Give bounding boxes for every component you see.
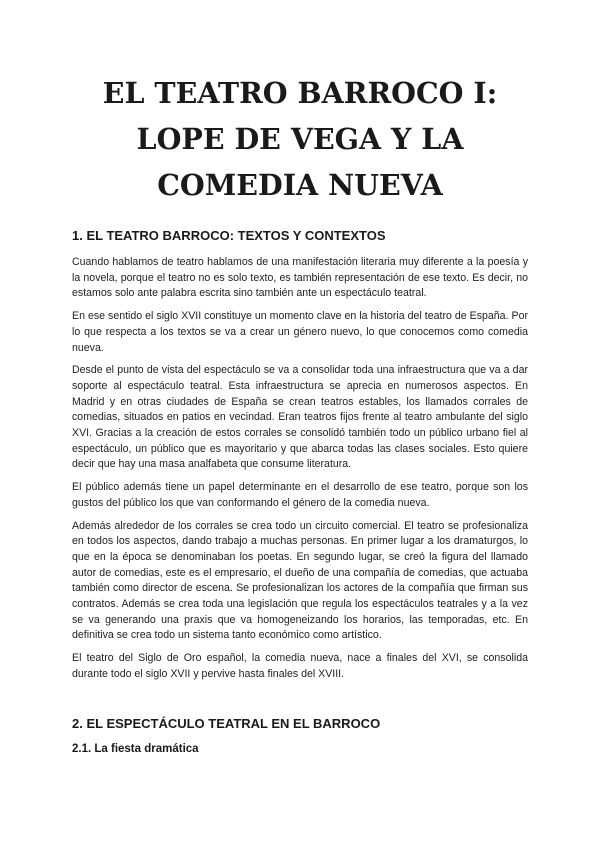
- title-line-3: COMEDIA NUEVA: [157, 168, 443, 202]
- paragraph-4: El público además tiene un papel determinante en el desarrollo de ese teatro, porque son los gustos del público los que van conformando el género de la comedia nueva.: [72, 481, 528, 509]
- section-1-heading: 1. EL TEATRO BARROCO: TEXTOS Y CONTEXTOS: [72, 228, 386, 243]
- subsection-2-1-heading: 2.1. La fiesta dramática: [72, 743, 199, 755]
- paragraph-2: En ese sentido el siglo XVII constituye un momento clave en la historia del teatro de España. Por lo que respecta a los textos se va a crear un género nuevo, lo que conocemos como comedia nueva.: [72, 310, 528, 354]
- section-1-body: [72, 255, 528, 690]
- paragraph-6: El teatro del Siglo de Oro español, la comedia nueva, nace a finales del XVI, se consolida durante todo el siglo XVII y pervive hasta finales del XVIII.: [72, 652, 528, 680]
- section-2-heading: 2. EL ESPECTÁCULO TEATRAL EN EL BARROCO: [72, 716, 381, 731]
- title-line-2: LOPE DE VEGA Y LA: [136, 122, 464, 156]
- paragraph-1: Cuando hablamos de teatro hablamos de una manifestación literaria muy diferente a la poesía y la novela, porque el teatro no es solo texto, es también representación de ese texto. Es decir, no estamos solo ante palabra escrita sino también ante un espectáculo teatral.: [72, 256, 528, 300]
- title-line-1: EL TEATRO BARROCO I:: [102, 76, 498, 110]
- document-title: [40, 70, 560, 208]
- paragraph-5: Además alrededor de los corrales se crea todo un circuito comercial. El teatro se profesionaliza en todos los aspectos, dando trabajo a muchas personas. En primer lugar a los dramaturgos, lo que en la época se denominaban los poetas. En segundo lugar, se creó la figura del llamado autor de comedias, este es el empresario, el dueño de una compañía de comedias, que actuaba también como director de escena. Se profesionalizan los actores de la compañía que firman sus contratos. Además se crea toda una legislación que regula los espectáculos teatrales y a la vez se va generando una praxis que va homogeneizando los horarios, las temporadas, etc. En definitiva se crea todo un sistema tanto económico como artístico.: [72, 519, 528, 642]
- paragraph-3: Desde el punto de vista del espectáculo se va a consolidar toda una infraestructura que va a dar soporte al espectáculo teatral. Esta infraestructura se aprecia en numerosos aspectos. En Madrid y en otras ciudades de España se crean teatros estables, los llamados corrales de comedias, situados en patios en vecindad. Eran teatros fijos frente al teatro ambulante del siglo XVI. Gracias a la creación de estos corrales se consolidó también todo un público urbano fiel al espectáculo, un público que es mayoritario y que abarca todas las clases sociales. Esto quiere decir que hay una masa analfabeta que consume literatura.: [72, 364, 528, 471]
